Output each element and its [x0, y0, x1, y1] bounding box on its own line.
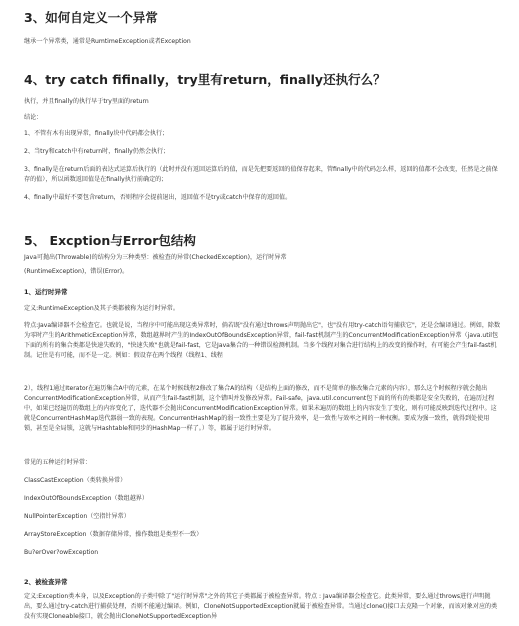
exception-item-1: ClassCastException（类转换异常）: [24, 477, 127, 484]
subheading-runtime-exception: 1、运行时异常: [24, 288, 68, 296]
section-5-text-7: 定义:Exception类本身，以及Exception的子类中除了"运行时异常"之外的其它子类都属于被检查异常。特点 : Java编译器会检查它。此类异常，要么通过throws进行声明抛出，要么通过try-catch进行捕获处理，否则不能通过编译。例如，CloneNotSupportedException就属于被检查异常。当通过clone()接口去克隆一个对象，而该对象对应的类没有实现Cloneable接口，就会抛出CloneNotSupportedException异: [24, 593, 498, 620]
exception-item-3: NullPointerException（空指针异常）: [24, 513, 130, 520]
section-5-text-4: 特点:Java编译器不会检查它。也就是说，当程序中可能出现这类异常时，倘若既"没有通过throws声明抛出它"，也"没有用try-catch语句捕获它"，还是会编译通过。例如，除数为零时产生的ArithmeticException异常，数组越界时产生的IndexOutOfBoundsException异常，fail-fast机制产生的ConcurrentModificationException异常（java.util包下面的所有的集合类都是快速失败的，"快速失败"也就是fail-fast，它是Java集合的一种错误检测机制。当多个线程对集合进行结构上的改变的操作时，有可能会产生fail-fast机制。记住是有可能，而不是一定。例如：假设存在两个线程（线程1、线程: [24, 322, 501, 359]
section-4-text-5: 3、finally是在return后面的表达式运算后执行的（此时并没有返回运算后的值，而是先把要返回的值保存起来，管finally中的代码怎么样，返回的值都不会改变，任然是之前保存的值），所以函数返回值是在finally执行前确定的；: [24, 166, 498, 183]
section-4-title: 4、try catch fifinally，try里有return，finally还执行么？: [24, 72, 386, 87]
section-3-title: 3、如何自定义一个异常: [24, 10, 158, 25]
section-5-title: 5、 Excption与Error包结构: [24, 233, 196, 248]
exception-item-2: IndexOutOfBoundsException（数组越界）: [24, 495, 148, 502]
exception-item-5: Bu?erOver?owException: [24, 549, 99, 556]
section-3-text: 继承一个异常类，通常是RumtimeException或者Exception: [24, 38, 191, 45]
section-5-text-5: 2），线程1通过Iterator在遍历集合A中的元素，在某个时候线程2修改了集合A的结构（是结构上面的修改，而不是简单的修改集合元素的内容），那么这个时候程序就会抛出ConcurrentModificationException异常，从而产生fail-fast机制，这个错叫并发修改异常。Fail-safe，java.util.concurrent包下面的所有的类都是安全失败的，在遍历过程中，如果已经遍历的数组上的内容变化了，迭代器不会抛出ConcurrentModificationException异常。如果未遍历的数组上的内容发生了变化，则有可能反映到迭代过程中。这就是ConcurrentHashMap迭代器弱一致的表现。ConcurrentHashMap的弱一致性主要是为了提升效率，是一致性与效率之间的一种权衡。要成为强一致性，就得到处使用锁，甚至是全局锁，这就与Hashtable和同步的HashMap一样了。）等，都属于运行时异常。: [24, 385, 497, 432]
section-4-text-1: 执行，并且finally的执行早于try里面的return: [24, 98, 149, 105]
section-4-text-3: 1、不管有木有出现异常，finally块中代码都会执行；: [24, 130, 169, 137]
section-5-text-6: 常见的五种运行时异常：: [24, 459, 92, 466]
section-4-text-6: 4、finally中最好不要包含return，否则程序会提前退出，返回值不是try或catch中保存的返回值。: [24, 194, 292, 201]
subheading-checked-exception: 2、被检查异常: [24, 578, 68, 586]
section-5-text-2: (RuntimeException)，错误(Error)。: [24, 268, 129, 275]
exception-item-4: ArrayStoreException（数据存储异常，操作数组是类型不一致）: [24, 531, 203, 538]
section-4-text-2: 结论：: [24, 114, 43, 121]
section-5-text-3: 定义:RuntimeException及其子类都被称为运行时异常。: [24, 305, 179, 312]
section-4-text-4: 2、当try和catch中有return时，finally仍然会执行；: [24, 148, 170, 155]
section-5-text-1: Java可抛出(Throwable)的结构分为三种类型：被检查的异常(CheckedException)，运行时异常: [24, 254, 287, 261]
